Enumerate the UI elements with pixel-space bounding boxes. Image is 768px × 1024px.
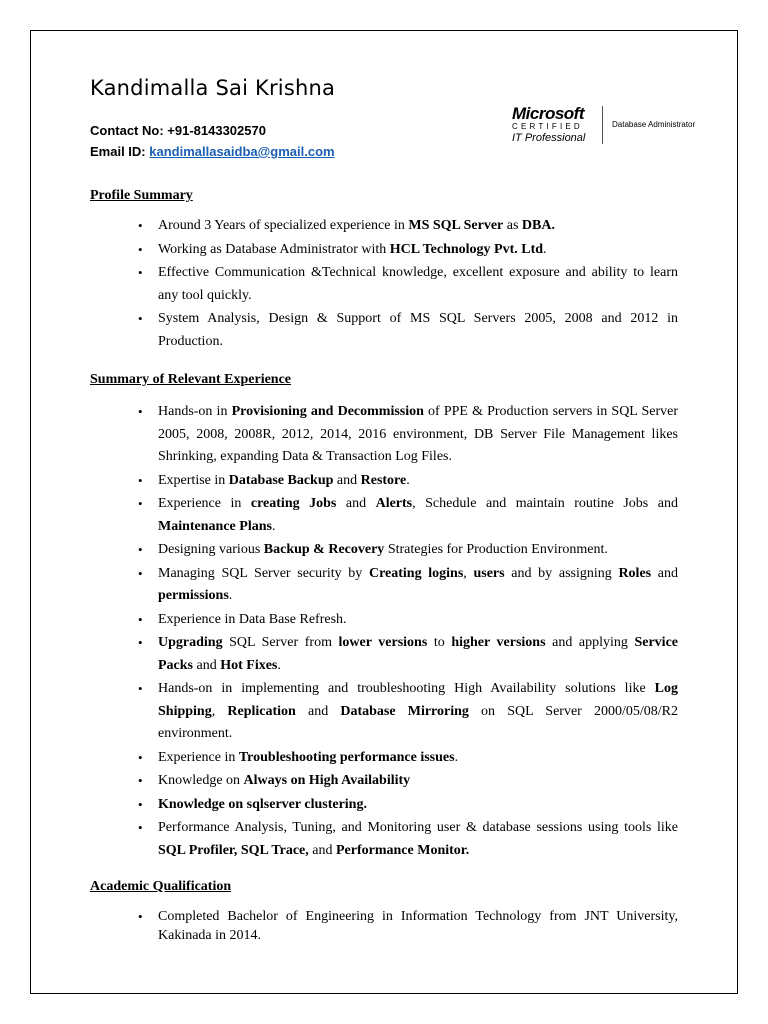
- email-line: [90, 141, 335, 162]
- list-item: • Upgrading SQL Server from lower versions to higher versions and applying Service Packs and Hot Fixes.: [128, 632, 678, 677]
- list-item: • Around 3 Years of specialized experience in MS SQL Server as DBA.: [128, 215, 678, 238]
- email-label: Email ID:: [90, 144, 150, 159]
- profile-summary-heading: Profile Summary: [90, 188, 193, 203]
- logo-divider: [602, 106, 603, 144]
- list-item: • Experience in Data Base Refresh.: [128, 609, 678, 632]
- list-item: • Effective Communication &Technical knowledge, excellent exposure and ability to learn any tool quickly.: [128, 262, 678, 307]
- list-item: • Working as Database Administrator with HCL Technology Pvt. Ltd.: [128, 239, 678, 262]
- list-item: • Expertise in Database Backup and Restore.: [128, 470, 678, 493]
- list-item: • Completed Bachelor of Engineering in Information Technology from JNT University, Kakinada in 2014.: [128, 907, 678, 945]
- logo-role: Database Administrator: [612, 120, 696, 129]
- contact-block: [90, 120, 335, 162]
- academic-heading: Academic Qualification: [90, 879, 232, 894]
- list-item: • Knowledge on Always on High Availability: [128, 770, 678, 793]
- contact-number: +91-8143302570: [167, 123, 266, 138]
- candidate-name: Kandimalla Sai Krishna: [90, 76, 336, 100]
- list-item: • Performance Analysis, Tuning, and Monitoring user & database sessions using tools like SQL Profiler, SQL Trace, and Performance Monitor.: [128, 817, 678, 862]
- contact-label: Contact No:: [90, 123, 168, 138]
- profile-summary-list: [128, 215, 678, 354]
- list-item: • Hands-on in implementing and troubleshooting High Availability solutions like Log Shipping, Replication and Database Mirroring on SQL Server 2000/05/08/R2 environment.: [128, 678, 678, 746]
- logo-brand: Microsoft: [512, 104, 584, 123]
- list-item: • Experience in Troubleshooting performance issues.: [128, 747, 678, 770]
- microsoft-certified-logo: [508, 104, 718, 148]
- logo-professional: IT Professional: [512, 132, 586, 144]
- list-item: • Knowledge on sqlserver clustering.: [128, 794, 678, 817]
- email-link[interactable]: kandimallasaidba@gmail.com: [149, 144, 335, 159]
- list-item: • System Analysis, Design & Support of MS SQL Servers 2005, 2008 and 2012 in Production.: [128, 308, 678, 353]
- logo-certified: CERTIFIED: [512, 122, 583, 131]
- academic-list: [128, 907, 678, 946]
- experience-heading: Summary of Relevant Experience: [90, 372, 292, 387]
- list-item: • Hands-on in Provisioning and Decommission of PPE & Production servers in SQL Server 2005, 2008, 2008R, 2012, 2014, 2016 environment, DB Server File Management likes Shrinking, expanding Data & Transaction Log Files.: [128, 401, 678, 469]
- list-item: • Managing SQL Server security by Creating logins, users and by assigning Roles and permissions.: [128, 563, 678, 608]
- experience-list: [128, 401, 678, 863]
- list-item: • Designing various Backup & Recovery Strategies for Production Environment.: [128, 539, 678, 562]
- list-item: • Experience in creating Jobs and Alerts, Schedule and maintain routine Jobs and Maintenance Plans.: [128, 493, 678, 538]
- contact-number-line: [90, 120, 335, 141]
